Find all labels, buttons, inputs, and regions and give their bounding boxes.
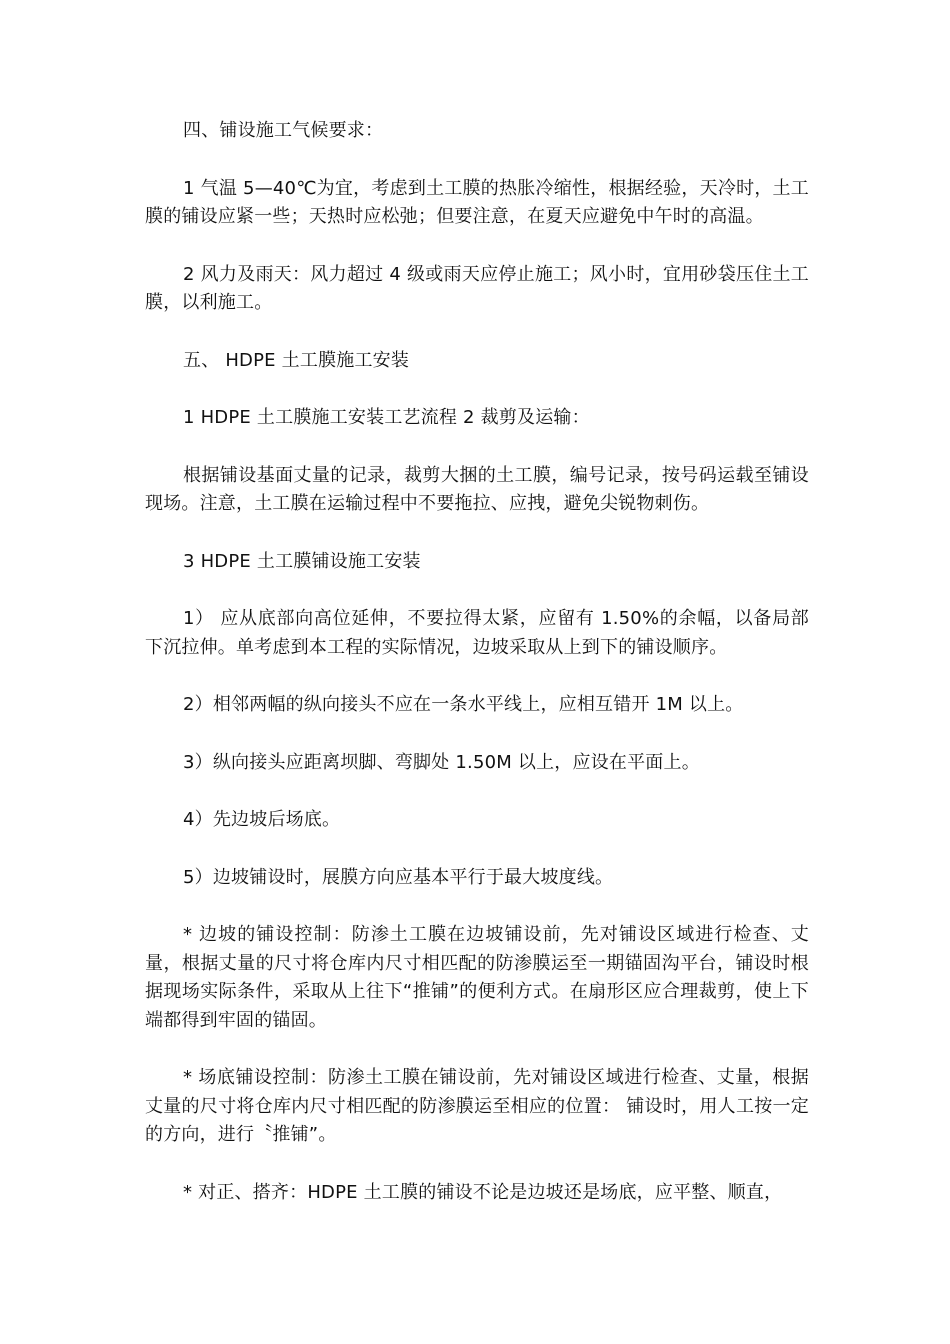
list-item-1: 1） 应从底部向高位延伸，不要拉得太紧，应留有 1.50%的余幅，以备局部下沉拉伸。单考虑到本工程的实际情况，边坡采取从上到下的铺设顺序。 xyxy=(145,608,809,658)
paragraph-cutting-transport: 根据铺设基面丈量的记录，裁剪大捆的土工膜，编号记录，按号码运载至铺设现场。注意，土工膜在运输过程中不要拖拉、应拽，避免尖锐物刺伤。 xyxy=(145,464,809,514)
list-item-5: 5）边坡铺设时，展膜方向应基本平行于最大坡度线。 xyxy=(183,866,614,888)
paragraph-wind-rain: 2 风力及雨天：风力超过 4 级或雨天应停止施工；风小时，宜用砂袋压住土工膜，以利施工。 xyxy=(145,263,809,313)
paragraph-process-flow: 1 HDPE 土工膜施工安装工艺流程 2 裁剪及运输： xyxy=(183,407,590,428)
list-item-4: 4）先边坡后场底。 xyxy=(183,809,341,830)
paragraph-slope-control: * 边坡的铺设控制：防渗土工膜在边坡铺设前，先对铺设区域进行检查、丈量，根据丈量的尺寸将仓库内尺寸相匹配的防渗膜运至一期锚固沟平台，铺设时根据现场实际条件，采取从上往下“推铺”的便利方式。在扇形区应合理裁剪，使上下端都得到牢固的锚固。 xyxy=(145,924,809,1031)
section-heading-installation: 五、 HDPE 土工膜施工安装 xyxy=(183,349,410,371)
list-item-3: 3）纵向接头应距离坝脚、弯脚处 1.50M 以上，应设在平面上。 xyxy=(183,751,700,773)
section-heading-climate: 四、铺设施工气候要求： xyxy=(183,120,384,141)
list-item-2: 2）相邻两幅的纵向接头不应在一条水平线上，应相互错开 1M 以上。 xyxy=(183,694,744,715)
paragraph-temperature: 1 气温 5—40℃为宜，考虑到土工膜的热胀冷缩性，根据经验，天冷时，土工膜的铺设应紧一些；天热时应松弛；但要注意，在夏天应避免中午时的高温。 xyxy=(145,177,809,227)
paragraph-floor-control: * 场底铺设控制：防渗土工膜在铺设前，先对铺设区域进行检查、丈量，根据丈量的尺寸将仓库内尺寸相匹配的防渗膜运至相应的位置： 铺设时，用人工按一定的方向，进行〝推铺”。 xyxy=(145,1067,809,1145)
paragraph-alignment: * 对正、搭齐：HDPE 土工膜的铺设不论是边坡还是场底，应平整、顺直， xyxy=(183,1181,783,1203)
document-body xyxy=(145,117,809,1207)
paragraph-laying-heading: 3 HDPE 土工膜铺设施工安装 xyxy=(183,550,421,572)
